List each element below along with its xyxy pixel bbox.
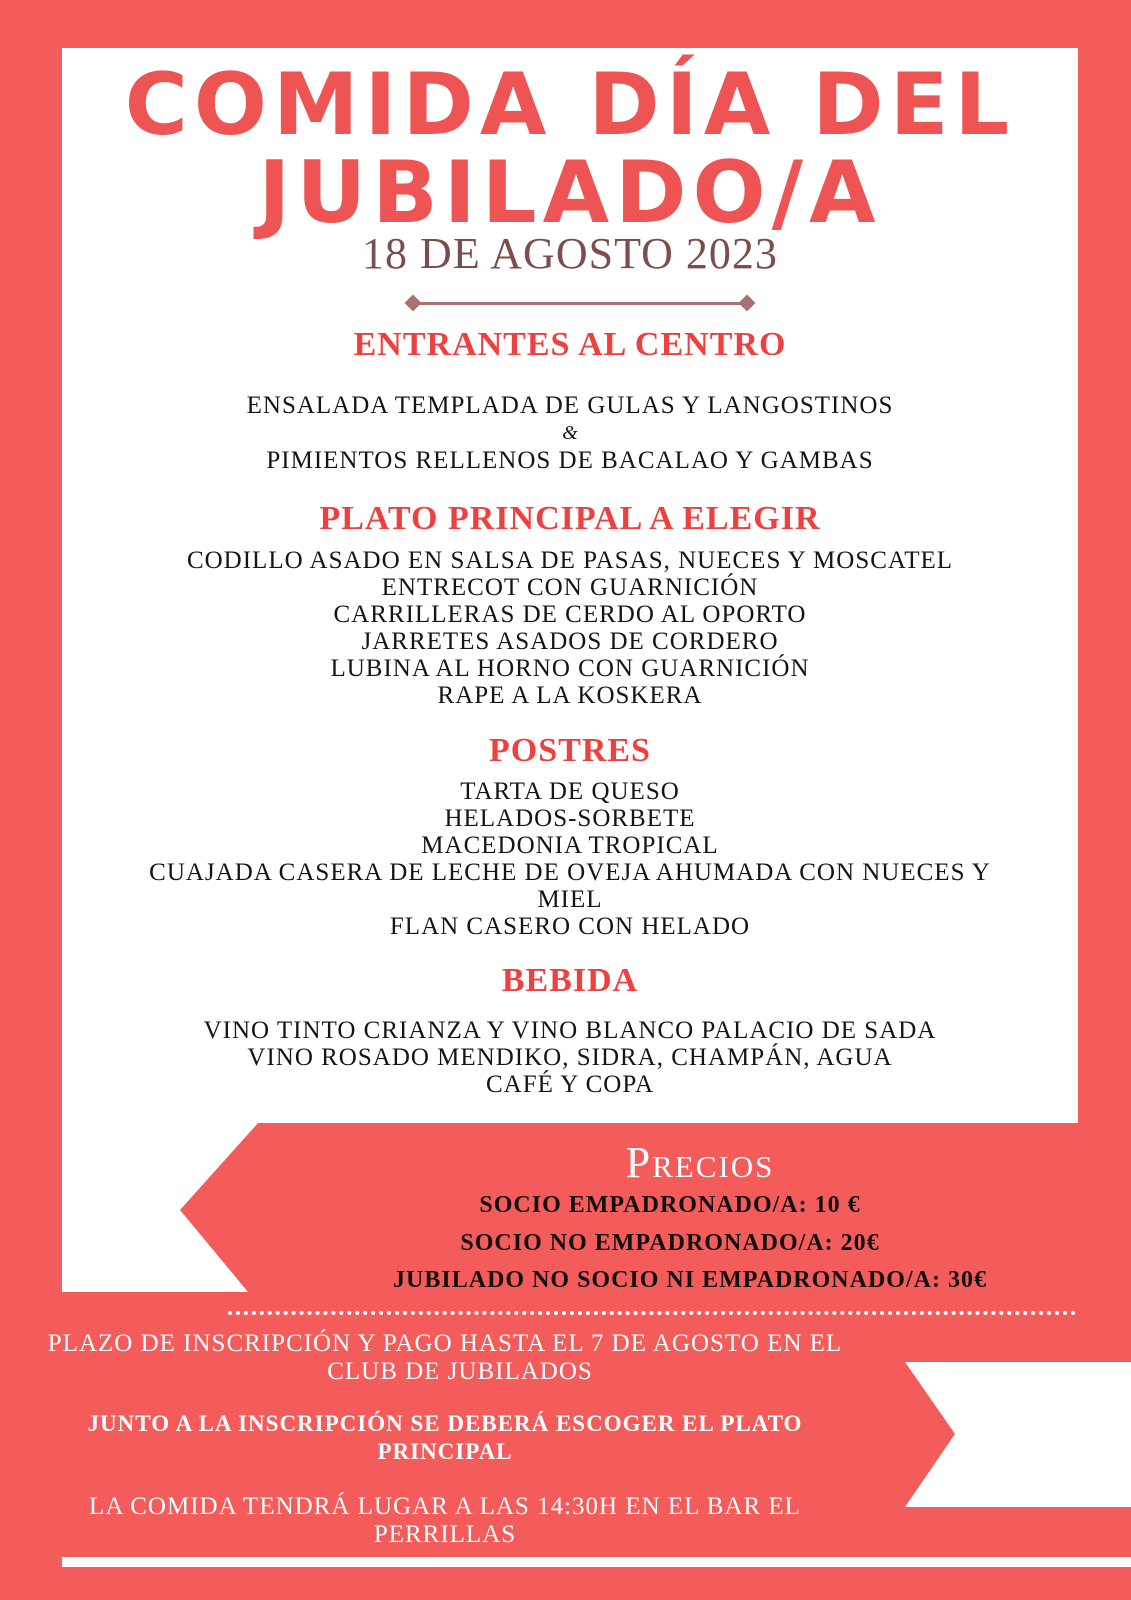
postre-item: MIEL: [537, 886, 603, 913]
note-comida-line-1: LA COMIDA TENDRÁ LUGAR A LAS 14:30H EN EL BAR EL: [89, 1493, 801, 1520]
postre-item: MACEDONIA TROPICAL: [421, 832, 719, 859]
bebida-item: VINO TINTO CRIANZA Y VINO BLANCO PALACIO DE SADA: [203, 1017, 937, 1044]
postre-item: TARTA DE QUESO: [460, 778, 680, 805]
note-plazo-line-2: CLUB DE JUBILADOS: [327, 1358, 593, 1385]
bebida-item: VINO ROSADO MENDIKO, SIDRA, CHAMPÁN, AGUA: [247, 1044, 893, 1071]
price-socio-no-empadronado: SOCIO NO EMPADRONADO/A: 20€: [460, 1230, 880, 1256]
principal-item: LUBINA AL HORNO CON GUARNICIÓN: [330, 655, 810, 682]
note-plazo-line-1: PLAZO DE INSCRIPCIÓN Y PAGO HASTA EL 7 DE AGOSTO EN EL: [47, 1330, 843, 1357]
entrante-item-2: PIMIENTOS RELLENOS DE BACALAO Y GAMBAS: [266, 447, 874, 474]
event-date: 18 DE AGOSTO 2023: [362, 229, 778, 278]
ampersand: &: [562, 422, 578, 444]
postre-item: HELADOS-SORBETE: [444, 805, 696, 832]
principal-item: CARRILLERAS DE CERDO AL OPORTO: [333, 601, 807, 628]
heading-bebida: BEBIDA: [501, 962, 639, 999]
precios-title: Precios: [625, 1138, 775, 1187]
postre-item: CUAJADA CASERA DE LECHE DE OVEJA AHUMADA CON NUECES Y: [149, 859, 991, 886]
price-jubilado-no-socio: JUBILADO NO SOCIO NI EMPADRONADO/A: 30€: [393, 1267, 987, 1293]
postre-item: FLAN CASERO CON HELADO: [389, 913, 751, 940]
note-comida-line-2: PERRILLAS: [373, 1521, 517, 1548]
heading-entrantes: ENTRANTES AL CENTRO: [353, 326, 787, 363]
heading-postres: POSTRES: [489, 732, 651, 769]
principal-item: CODILLO ASADO EN SALSA DE PASAS, NUECES Y MOSCATEL: [186, 547, 954, 574]
bottom-white-strip: [62, 1557, 1131, 1567]
title-line-2: JUBILADO/A: [258, 143, 882, 243]
note-junto-line-1: JUNTO A LA INSCRIPCIÓN SE DEBERÁ ESCOGER EL PLATO: [87, 1411, 803, 1436]
principal-item: JARRETES ASADOS DE CORDERO: [361, 628, 779, 655]
entrante-item-1: ENSALADA TEMPLADA DE GULAS Y LANGOSTINOS: [246, 392, 894, 419]
principal-item: ENTRECOT CON GUARNICIÓN: [381, 574, 759, 601]
heading-plato-principal: PLATO PRINCIPAL A ELEGIR: [319, 500, 821, 537]
price-socio-empadronado: SOCIO EMPADRONADO/A: 10 €: [479, 1192, 861, 1218]
bebida-item: CAFÉ Y COPA: [486, 1071, 654, 1098]
principal-item: RAPE A LA KOSKERA: [437, 682, 703, 709]
title-line-1: COMIDA DÍA DEL: [124, 55, 1016, 155]
note-junto-line-2: PRINCIPAL: [377, 1439, 513, 1464]
